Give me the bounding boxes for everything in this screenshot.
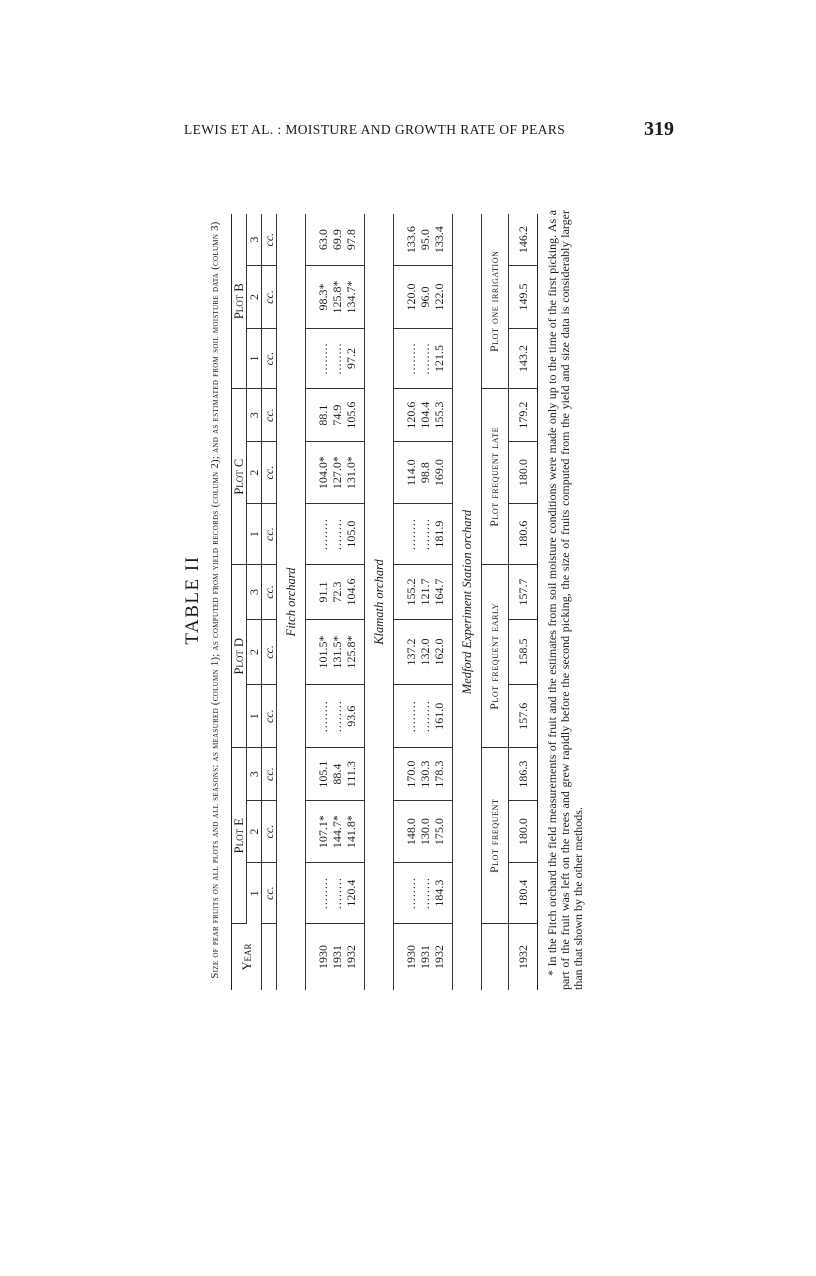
value-cell: 157.6 xyxy=(509,684,538,747)
value-cell: 97.2 xyxy=(344,328,365,389)
value-cell: 186.3 xyxy=(509,748,538,801)
unit-label: cc. xyxy=(262,504,277,565)
value-cell: 97.8 xyxy=(344,214,365,266)
plot-header: Plot B xyxy=(232,214,247,389)
page-number: 319 xyxy=(644,118,674,140)
unit-label: cc. xyxy=(262,565,277,620)
unit-label: cc. xyxy=(262,800,277,862)
value-cell: 88.4 xyxy=(330,748,344,801)
footnote: * In the Fitch orchard the field measurements of fruit and the estimates from soil moisture conditions were made only up to the time of the first picking. As a part of the fruit was left on the trees and grew rapidly before the second picking, the size of fruits computed from the yield and size data is considerably larger than that shown by the other methods. xyxy=(545,210,585,990)
value-cell: 120.4 xyxy=(344,863,365,924)
value-cell: 104.0* xyxy=(306,441,331,503)
value-cell: 91.1 xyxy=(306,565,331,620)
value-cell: 105.1 xyxy=(306,748,331,801)
value-cell: 143.2 xyxy=(509,328,538,389)
unit-label: cc. xyxy=(262,389,277,442)
value-cell: 121.5 xyxy=(432,328,453,389)
value-cell: 107.1* xyxy=(306,800,331,862)
value-cell: 98.8 xyxy=(418,441,432,503)
value-cell: 132.0 xyxy=(418,619,432,684)
value-cell: ........ xyxy=(330,328,344,389)
value-cell: 178.3 xyxy=(432,748,453,801)
value-cell: 125.8* xyxy=(344,619,365,684)
table-row xyxy=(330,214,344,990)
value-cell: 184.3 xyxy=(432,863,453,924)
col-number: 3 xyxy=(247,748,262,801)
value-cell: 133.6 xyxy=(394,214,419,266)
value-cell: 125.8* xyxy=(330,266,344,328)
value-cell: 104.6 xyxy=(344,565,365,620)
value-cell: 127.0* xyxy=(330,441,344,503)
value-cell: 141.8* xyxy=(344,800,365,862)
col-number: 1 xyxy=(247,684,262,747)
col-number: 3 xyxy=(247,565,262,620)
col-number: 2 xyxy=(247,266,262,328)
value-cell: 120.6 xyxy=(394,389,419,442)
medford-plot-header: Plot frequent xyxy=(482,748,509,924)
value-cell: 74.9 xyxy=(330,389,344,442)
section-title: Klamath orchard xyxy=(365,214,394,990)
col-number: 3 xyxy=(247,389,262,442)
value-cell: 180.0 xyxy=(509,441,538,503)
unit-label: cc. xyxy=(262,266,277,328)
value-cell: ........ xyxy=(418,504,432,565)
table-row xyxy=(394,214,419,990)
col-number: 1 xyxy=(247,863,262,924)
section-title: Medford Experiment Station orchard xyxy=(453,214,482,990)
plot-header: Plot C xyxy=(232,389,247,565)
value-cell: 137.2 xyxy=(394,619,419,684)
value-cell: 88.1 xyxy=(306,389,331,442)
unit-label: cc. xyxy=(262,619,277,684)
value-cell: 148.0 xyxy=(394,800,419,862)
table-row xyxy=(306,214,331,990)
value-cell: 105.0 xyxy=(344,504,365,565)
value-cell: 179.2 xyxy=(509,389,538,442)
value-cell: 93.6 xyxy=(344,684,365,747)
year-cell: 1932 xyxy=(432,945,446,969)
plot-header: Plot E xyxy=(232,748,247,924)
value-cell: ........ xyxy=(394,863,419,924)
value-cell: ........ xyxy=(394,684,419,747)
value-cell: 95.0 xyxy=(418,214,432,266)
value-cell: 149.5 xyxy=(509,266,538,328)
value-cell: ........ xyxy=(330,863,344,924)
value-cell: ........ xyxy=(394,328,419,389)
running-head xyxy=(0,118,816,142)
value-cell: ........ xyxy=(306,684,331,747)
value-cell: 72.3 xyxy=(330,565,344,620)
value-cell: ........ xyxy=(330,684,344,747)
value-cell: 133.4 xyxy=(432,214,453,266)
value-cell: 161.0 xyxy=(432,684,453,747)
value-cell: 162.0 xyxy=(432,619,453,684)
plot-header: Plot D xyxy=(232,565,247,748)
unit-label: cc. xyxy=(262,684,277,747)
unit-label: cc. xyxy=(262,863,277,924)
year-header: Year xyxy=(232,924,262,991)
value-cell: 121.7 xyxy=(418,565,432,620)
value-cell: 130.3 xyxy=(418,748,432,801)
col-number: 1 xyxy=(247,504,262,565)
unit-label: cc. xyxy=(262,328,277,389)
value-cell: 164.7 xyxy=(432,565,453,620)
value-cell: 131.0* xyxy=(344,441,365,503)
value-cell: 69.9 xyxy=(330,214,344,266)
value-cell: 114.0 xyxy=(394,441,419,503)
value-cell: 134.7* xyxy=(344,266,365,328)
value-cell: 131.5* xyxy=(330,619,344,684)
value-cell: ........ xyxy=(306,504,331,565)
sub-spacer xyxy=(482,924,509,991)
col-number: 3 xyxy=(247,214,262,266)
year-cell: 1931 xyxy=(330,945,344,969)
value-cell: 122.0 xyxy=(432,266,453,328)
value-cell: 63.0 xyxy=(306,214,331,266)
col-number: 1 xyxy=(247,328,262,389)
col-number: 2 xyxy=(247,441,262,503)
value-cell: 104.4 xyxy=(418,389,432,442)
col-number: 2 xyxy=(247,619,262,684)
value-cell: 105.6 xyxy=(344,389,365,442)
value-cell: ........ xyxy=(418,863,432,924)
value-cell: 155.3 xyxy=(432,389,453,442)
value-cell: 96.0 xyxy=(418,266,432,328)
value-cell: 157.7 xyxy=(509,565,538,620)
unit-label: cc. xyxy=(262,748,277,801)
table-row xyxy=(509,214,538,990)
table-row xyxy=(432,214,453,990)
value-cell: 169.0 xyxy=(432,441,453,503)
unit-label: cc. xyxy=(262,214,277,266)
section-title: Fitch orchard xyxy=(277,214,306,990)
pear-size-table xyxy=(231,214,538,990)
value-cell: ........ xyxy=(306,863,331,924)
running-title: LEWIS ET AL. : MOISTURE AND GROWTH RATE OF PEARS xyxy=(184,122,566,137)
value-cell: 158.5 xyxy=(509,619,538,684)
value-cell: ........ xyxy=(306,328,331,389)
table-caption: Size of pear fruits on all plots and all seasons: as measured (column 1); as computed from yield records (column 2); and as estimated from soil moisture data (column 3) xyxy=(210,221,221,979)
value-cell: 130.0 xyxy=(418,800,432,862)
value-cell: 146.2 xyxy=(509,214,538,266)
table-row xyxy=(418,214,432,990)
value-cell: 120.0 xyxy=(394,266,419,328)
table-body xyxy=(277,214,538,990)
value-cell: 181.9 xyxy=(432,504,453,565)
year-cell: 1930 xyxy=(404,945,418,969)
rotated-table-block xyxy=(170,200,620,1000)
value-cell: 144.7* xyxy=(330,800,344,862)
medford-plot-header: Plot frequent late xyxy=(482,389,509,565)
value-cell: 98.3* xyxy=(306,266,331,328)
unit-spacer xyxy=(262,924,277,991)
value-cell: 175.0 xyxy=(432,800,453,862)
year-cell: 1931 xyxy=(418,945,432,969)
year-cell: 1932 xyxy=(344,945,358,969)
value-cell: ........ xyxy=(330,504,344,565)
year-cell: 1930 xyxy=(316,945,330,969)
value-cell: 111.3 xyxy=(344,748,365,801)
col-number: 2 xyxy=(247,800,262,862)
value-cell: 180.0 xyxy=(509,800,538,862)
table-row xyxy=(344,214,365,990)
value-cell: ........ xyxy=(418,684,432,747)
value-cell: 155.2 xyxy=(394,565,419,620)
value-cell: 180.4 xyxy=(509,863,538,924)
value-cell: ........ xyxy=(394,504,419,565)
year-cell: 1932 xyxy=(516,945,530,969)
value-cell: 180.6 xyxy=(509,504,538,565)
unit-label: cc. xyxy=(262,441,277,503)
value-cell: 101.5* xyxy=(306,619,331,684)
value-cell: 170.0 xyxy=(394,748,419,801)
value-cell: ........ xyxy=(418,328,432,389)
medford-plot-header: Plot one irrigation xyxy=(482,214,509,389)
medford-plot-header: Plot frequent early xyxy=(482,565,509,748)
table-title: TABLE II xyxy=(182,555,203,645)
